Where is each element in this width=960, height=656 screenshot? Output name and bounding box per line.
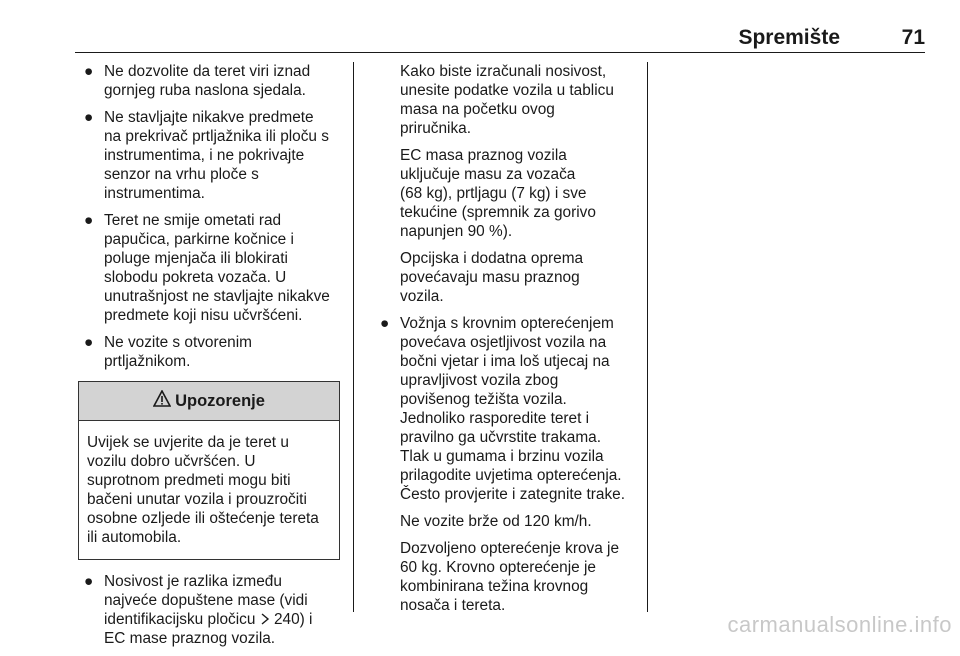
text-line: prilagodite uvjetima opterećenja. [400, 467, 622, 484]
text-fragment: identifikacijsku pločicu [104, 611, 260, 628]
text-line: Jednoliko rasporedite teret i [400, 410, 590, 427]
paragraph [400, 512, 634, 531]
column-divider-left [353, 62, 354, 612]
text-line: povećavaju masu praznog [400, 269, 580, 286]
warning-triangle-icon [153, 390, 171, 412]
text-line: predmete koji nisu učvršćeni. [104, 307, 303, 324]
list-item [374, 314, 634, 504]
text-line: instrumentima. [104, 185, 205, 202]
bullet-dot: ● [84, 212, 94, 229]
text-line: tekućine (spremnik za gorivo [400, 204, 596, 221]
text-line: priručnika. [400, 120, 471, 137]
text-line: napunjen 90 %). [400, 223, 513, 240]
text-line: Vožnja s krovnim opterećenjem [400, 315, 614, 332]
page-header [75, 20, 925, 50]
section-title: Spremište [738, 26, 840, 49]
text-line: povećava osjetljivost vozila na [400, 334, 607, 351]
list-item [78, 211, 340, 325]
column-divider-right [647, 62, 648, 612]
text-line: nosača i tereta. [400, 597, 506, 614]
text-line: slobodu pokreta vozača. U [104, 269, 287, 286]
text-line: Dozvoljeno opterećenje krova je [400, 540, 620, 557]
bullet-dot: ● [84, 63, 94, 80]
list-item [78, 108, 340, 203]
list-item [78, 62, 340, 100]
text-line: unutrašnjost ne stavljajte nikakve [104, 288, 330, 305]
text-line: unesite podatke vozila u tablicu [400, 82, 614, 99]
text-line: Opcijska i dodatna oprema [400, 250, 584, 267]
text-line: najveće dopuštene mase (vidi [104, 592, 308, 609]
text-line: osobne ozljede ili oštećenje tereta [87, 510, 319, 527]
text-line: pravilno ga učvrstite trakama. [400, 429, 602, 446]
page-reference-icon[interactable] [260, 611, 270, 628]
paragraph [400, 249, 634, 306]
text-line: bočni vjetar i ima loš utjecaj na [400, 353, 610, 370]
text-line: (68 kg), prtljagu (7 kg) i sve [400, 185, 587, 202]
text-line: prtljažnikom. [104, 353, 191, 370]
list-item [78, 333, 340, 371]
text-line: uključuje masu za vozača [400, 166, 576, 183]
header-rule [75, 52, 925, 53]
paragraph [400, 62, 634, 138]
list-item [78, 572, 340, 648]
text-line: poluge mjenjača ili blokirati [104, 250, 288, 267]
page-number: 71 [901, 26, 925, 49]
text-line: Uvijek se uvjerite da je teret u [87, 434, 289, 451]
text-line: Teret ne smije ometati rad [104, 212, 282, 229]
text-line: upravljivost vozila zbog [400, 372, 559, 389]
text-fragment: 240) i [269, 611, 313, 628]
text-line: instrumentima, i ne pokrivajte [104, 147, 305, 164]
text-line: povišenog težišta vozila. [400, 391, 567, 408]
bullet-dot: ● [84, 573, 94, 590]
column-left [78, 62, 340, 656]
text-line [104, 610, 340, 629]
text-line: papučica, parkirne kočnice i [104, 231, 294, 248]
text-line: senzor na vrhu ploče s [104, 166, 259, 183]
text-line: Ne stavljajte nikakve predmete [104, 109, 314, 126]
text-line: vozilu dobro učvršćen. U [87, 453, 256, 470]
warning-header [79, 382, 339, 421]
watermark: carmanualsonline.info [727, 612, 952, 637]
text-line: Često provjerite i zategnite trake. [400, 486, 625, 503]
bullet-dot: ● [84, 109, 94, 126]
column-right [372, 62, 634, 623]
text-line: bačeni unutar vozila i prouzročiti [87, 491, 307, 508]
text-line: Kako biste izračunali nosivost, [400, 63, 607, 80]
text-line: Tlak u gumama i brzinu vozila [400, 448, 604, 465]
text-line: 60 kg. Krovno opterećenje je [400, 559, 596, 576]
text-line: Nosivost je razlika između [104, 573, 282, 590]
text-line: EC mase praznog vozila. [104, 630, 276, 647]
warning-box [78, 381, 340, 560]
text-line: Ne vozite brže od 120 km/h. [400, 513, 592, 530]
warning-title: Upozorenje [175, 391, 265, 410]
text-line: masa na početku ovog [400, 101, 555, 118]
text-line: vozila. [400, 288, 444, 305]
warning-body [79, 421, 339, 559]
text-line: Ne vozite s otvorenim [104, 334, 252, 351]
bullet-dot: ● [84, 334, 94, 351]
text-line: EC masa praznog vozila [400, 147, 567, 164]
text-line: gornjeg ruba naslona sjedala. [104, 82, 306, 99]
text-line: kombinirana težina krovnog [400, 578, 589, 595]
paragraph [400, 539, 634, 615]
text-line: Ne dozvolite da teret viri iznad [104, 63, 311, 80]
text-line: suprotnom predmeti mogu biti [87, 472, 291, 489]
text-line: na prekrivač prtljažnika ili ploču s [104, 128, 329, 145]
text-line: ili automobila. [87, 529, 182, 546]
paragraph [400, 146, 634, 241]
bullet-dot: ● [380, 315, 390, 332]
